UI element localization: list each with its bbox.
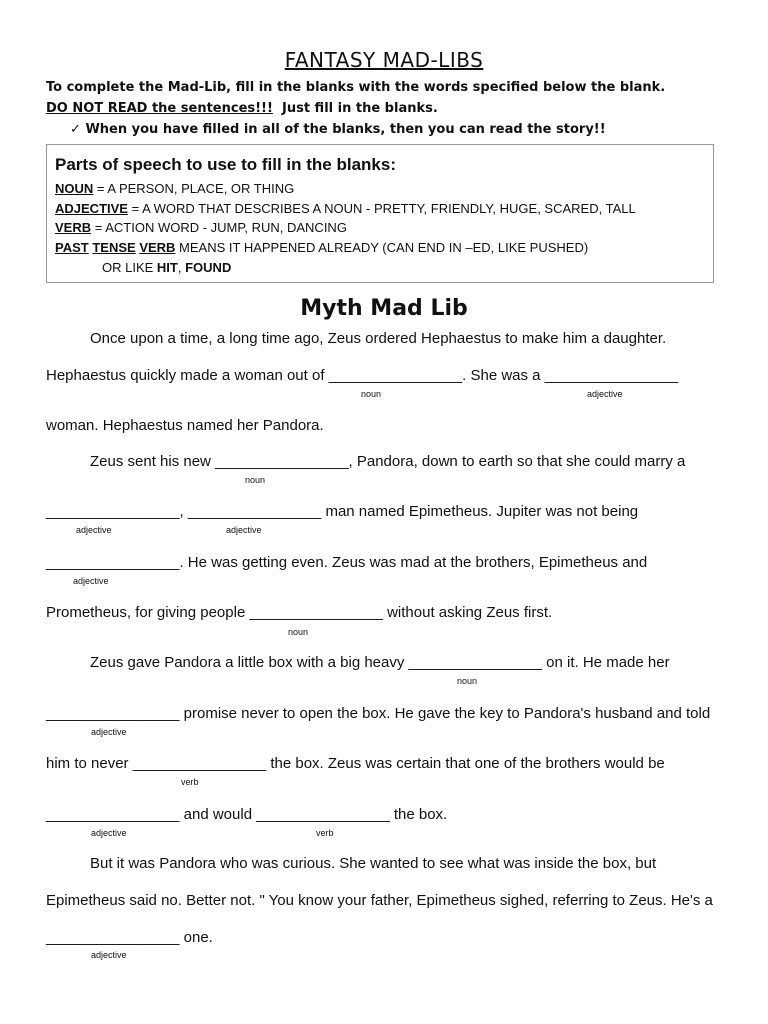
past-tense-definition <box>55 240 588 255</box>
story-line-2: Hephaestus quickly made a woman out of ________________. She was a ________________ <box>46 367 679 384</box>
instruction-3 <box>70 122 606 137</box>
story-line-6: ________________. He was getting even. Zeus was mad at the brothers, Epimetheus and <box>46 554 648 571</box>
story-title: Myth Mad Lib <box>300 296 468 321</box>
blank-label: adjective <box>91 950 127 960</box>
noun-def-text: = A PERSON, PLACE, OR THING <box>93 181 295 196</box>
example-hit: HIT <box>156 260 178 275</box>
blank-label: adjective <box>73 576 109 586</box>
instruction-3-text: When you have filled in all of the blanks, then you can read the story!! <box>85 122 606 137</box>
blank-label: verb <box>181 777 199 787</box>
instruction-1: To complete the Mad-Lib, fill in the blanks with the words specified below the blank. <box>46 80 666 95</box>
verb-term: VERB <box>55 220 92 235</box>
instruction-2-rest: Just fill in the blanks. <box>281 101 438 116</box>
story-line-3: woman. Hephaestus named her Pandora. <box>46 417 324 434</box>
story-line-7: Prometheus, for giving people ________________ without asking Zeus first. <box>46 604 553 621</box>
blank-label: noun <box>361 389 382 399</box>
story-line-5: ________________, ________________ man named Epimetheus. Jupiter was not being <box>46 503 639 520</box>
past-def-text: MEANS IT HAPPENED ALREADY (CAN END IN –ED, LIKE PUSHED) <box>175 240 589 255</box>
blank-label: adjective <box>91 828 127 838</box>
story-line-14: ________________ one. <box>46 929 213 946</box>
blank-label: noun <box>457 676 478 686</box>
adjective-term: ADJECTIVE <box>55 201 128 216</box>
adjective-definition <box>55 201 636 216</box>
verb-def-text: = ACTION WORD - JUMP, RUN, DANCING <box>91 220 347 235</box>
blank-label: adjective <box>226 525 262 535</box>
story-line-12: But it was Pandora who was curious. She wanted to see what was inside the box, but <box>90 855 657 872</box>
blank-label: noun <box>288 627 309 637</box>
story-line-4: Zeus sent his new ________________, Pandora, down to earth so that she could marry a <box>90 453 686 470</box>
story-line-8: Zeus gave Pandora a little box with a big heavy ________________ on it. He made her <box>90 654 670 671</box>
story-line-11: ________________ and would ________________ the box. <box>46 806 448 823</box>
story-line-10: him to never ________________ the box. Zeus was certain that one of the brothers would be <box>46 755 665 772</box>
instruction-2-warning: DO NOT READ the sentences!!! <box>46 101 273 116</box>
check-icon: ✓ <box>70 122 81 137</box>
tense-term: TENSE <box>92 240 136 255</box>
verb-definition <box>55 220 347 235</box>
noun-term: NOUN <box>55 181 94 196</box>
story-line-9: ________________ promise never to open the box. He gave the key to Pandora's husband and told <box>46 705 711 722</box>
parts-of-speech-title: Parts of speech to use to fill in the blanks: <box>55 155 397 174</box>
parts-of-speech-box <box>46 144 714 283</box>
blank-label: adjective <box>587 389 623 399</box>
blank-label: adjective <box>91 727 127 737</box>
past-tense-examples <box>102 260 231 275</box>
blank-label: adjective <box>76 525 112 535</box>
example-found: FOUND <box>185 260 232 275</box>
blank-label: verb <box>316 828 334 838</box>
example-sep: , <box>177 260 186 275</box>
noun-definition <box>55 181 294 196</box>
adjective-def-text: = A WORD THAT DESCRIBES A NOUN - PRETTY, FRIENDLY, HUGE, SCARED, TALL <box>127 201 636 216</box>
past-examples-prefix: OR LIKE <box>102 260 157 275</box>
instruction-2 <box>46 101 438 116</box>
worksheet-title: FANTASY MAD-LIBS <box>284 48 484 72</box>
story-line-1: Once upon a time, a long time ago, Zeus ordered Hephaestus to make him a daughter. <box>90 330 667 347</box>
past-term: PAST <box>55 240 89 255</box>
past-verb-term: VERB <box>139 240 176 255</box>
story-line-13: Epimetheus said no. Better not. " You know your father, Epimetheus sighed, referring to Zeus. He's a <box>46 892 713 909</box>
blank-label: noun <box>245 475 266 485</box>
